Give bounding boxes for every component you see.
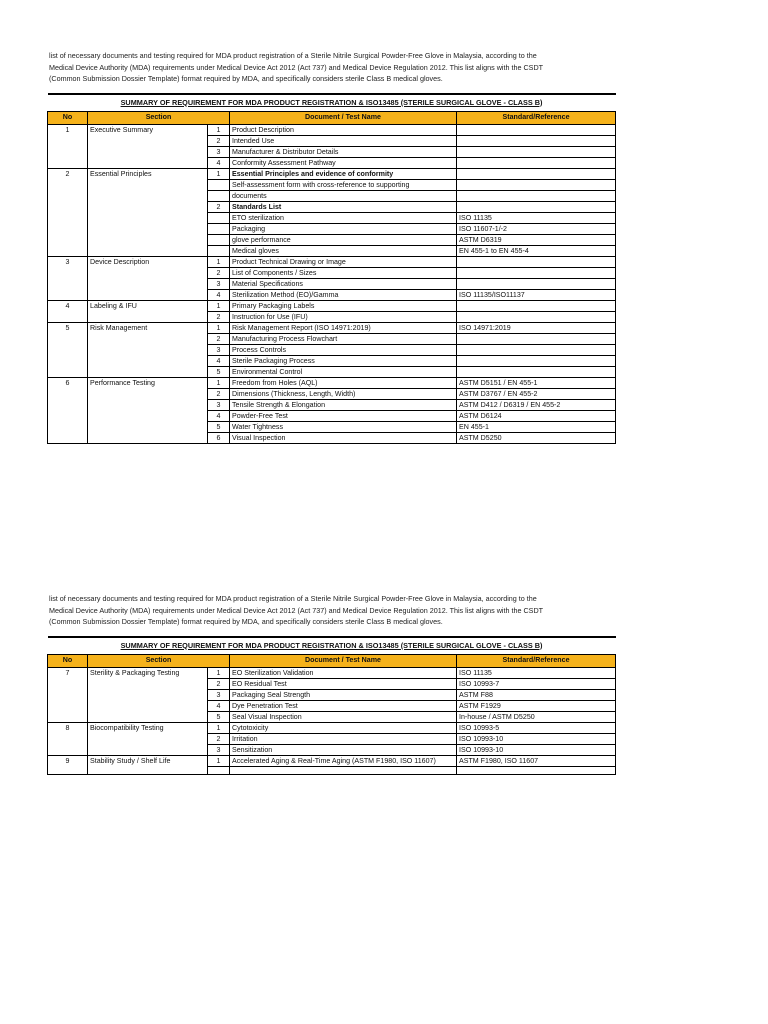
item-number: 3 xyxy=(208,278,230,289)
document-name: Product Technical Drawing or Image xyxy=(230,256,457,267)
section-number: 3 xyxy=(48,256,88,300)
document-name: Dye Penetration Test xyxy=(230,700,457,711)
document-name: Sensitization xyxy=(230,744,457,755)
item-number: 4 xyxy=(208,700,230,711)
document-name: Seal Visual Inspection xyxy=(230,711,457,722)
document-name: Freedom from Holes (AQL) xyxy=(230,377,457,388)
header-standard: Standard/Reference xyxy=(457,654,616,667)
document-name: Environmental Control xyxy=(230,366,457,377)
intro-line: Medical Device Authority (MDA) requirements under Medical Device Act 2012 (Act 737) and Medical Device Regulation 2012. This list aligns with the CSDT xyxy=(49,605,544,615)
item-number xyxy=(208,179,230,190)
document-name: Conformity Assessment Pathway xyxy=(230,157,457,168)
section-number: 8 xyxy=(48,722,88,755)
item-number: 1 xyxy=(208,755,230,766)
item-number: 2 xyxy=(208,311,230,322)
intro-paragraph xyxy=(47,50,615,85)
item-number: 1 xyxy=(208,300,230,311)
standard-reference xyxy=(457,124,616,135)
document-name: ETO sterilization xyxy=(230,212,457,223)
intro-line: (Common Submission Dossier Template) format required by MDA, and specifically considers sterile Class B medical gloves. xyxy=(49,617,443,626)
empty-cell xyxy=(457,766,616,774)
standard-reference: ASTM D6319 xyxy=(457,234,616,245)
item-number: 3 xyxy=(208,344,230,355)
table-row xyxy=(48,322,616,333)
requirements-block-2 xyxy=(47,593,615,775)
item-number xyxy=(208,212,230,223)
table-title: SUMMARY OF REQUIREMENT FOR MDA PRODUCT REGISTRATION & ISO13485 (STERILE SURGICAL GLOVE - CLASS B) xyxy=(48,94,616,112)
document-name: EO Residual Test xyxy=(230,678,457,689)
document-name: Visual Inspection xyxy=(230,432,457,443)
item-number: 2 xyxy=(208,733,230,744)
table-row xyxy=(48,300,616,311)
section-number: 6 xyxy=(48,377,88,443)
standard-reference xyxy=(457,366,616,377)
standard-reference xyxy=(457,267,616,278)
standard-reference xyxy=(457,300,616,311)
item-number: 5 xyxy=(208,366,230,377)
item-number: 2 xyxy=(208,678,230,689)
header-document: Document / Test Name xyxy=(230,111,457,124)
section-number: 9 xyxy=(48,755,88,774)
item-number: 2 xyxy=(208,201,230,212)
document-name: Irritation xyxy=(230,733,457,744)
section-number: 7 xyxy=(48,667,88,722)
item-number: 6 xyxy=(208,432,230,443)
standard-reference: EN 455-1 to EN 455-4 xyxy=(457,245,616,256)
item-number: 1 xyxy=(208,322,230,333)
document-name: Intended Use xyxy=(230,135,457,146)
empty-cell xyxy=(230,766,457,774)
item-number: 4 xyxy=(208,157,230,168)
table-row xyxy=(48,124,616,135)
intro-paragraph xyxy=(47,593,615,628)
standard-reference: ISO 11135/ISO11137 xyxy=(457,289,616,300)
standard-reference: ISO 11135 xyxy=(457,212,616,223)
item-number xyxy=(208,190,230,201)
item-number: 1 xyxy=(208,722,230,733)
item-number: 2 xyxy=(208,267,230,278)
standard-reference: ASTM D5250 xyxy=(457,432,616,443)
table-row xyxy=(48,667,616,678)
document-name: Accelerated Aging & Real-Time Aging (ASTM F1980, ISO 11607) xyxy=(230,755,457,766)
item-number xyxy=(208,245,230,256)
standard-reference xyxy=(457,278,616,289)
section-number: 4 xyxy=(48,300,88,322)
intro-line: (Common Submission Dossier Template) format required by MDA, and specifically considers sterile Class B medical gloves. xyxy=(49,74,443,83)
item-number: 3 xyxy=(208,146,230,157)
document-name: Primary Packaging Labels xyxy=(230,300,457,311)
document-name: documents xyxy=(230,190,457,201)
document-name: Tensile Strength & Elongation xyxy=(230,399,457,410)
item-number: 5 xyxy=(208,421,230,432)
standard-reference xyxy=(457,157,616,168)
document-name: EO Sterilization Validation xyxy=(230,667,457,678)
standard-reference: ISO 10993-5 xyxy=(457,722,616,733)
standard-reference xyxy=(457,146,616,157)
section-name: Biocompatibility Testing xyxy=(88,722,208,755)
standard-reference xyxy=(457,168,616,179)
standard-reference: ASTM D3767 / EN 455-2 xyxy=(457,388,616,399)
standard-reference: ASTM F1980, ISO 11607 xyxy=(457,755,616,766)
standard-reference: ASTM F1929 xyxy=(457,700,616,711)
document-name: Manufacturer & Distributor Details xyxy=(230,146,457,157)
document-name: Product Description xyxy=(230,124,457,135)
table-row xyxy=(48,722,616,733)
standard-reference xyxy=(457,190,616,201)
item-number: 4 xyxy=(208,355,230,366)
item-number xyxy=(208,234,230,245)
item-number: 3 xyxy=(208,744,230,755)
standard-reference xyxy=(457,256,616,267)
document-name: Risk Management Report (ISO 14971:2019) xyxy=(230,322,457,333)
table-row xyxy=(48,168,616,179)
standard-reference: ISO 11135 xyxy=(457,667,616,678)
standard-reference: ISO 10993-10 xyxy=(457,733,616,744)
table-body xyxy=(48,667,616,774)
standard-reference xyxy=(457,135,616,146)
table-row xyxy=(48,755,616,766)
standard-reference xyxy=(457,333,616,344)
section-name: Risk Management xyxy=(88,322,208,377)
document-name: Packaging xyxy=(230,223,457,234)
standard-reference: ASTM D5151 / EN 455-1 xyxy=(457,377,616,388)
requirements-table xyxy=(47,93,616,444)
item-number: 1 xyxy=(208,256,230,267)
item-number: 1 xyxy=(208,168,230,179)
document-name: Powder-Free Test xyxy=(230,410,457,421)
standard-reference: ASTM D412 / D6319 / EN 455-2 xyxy=(457,399,616,410)
document-name: Essential Principles and evidence of conformity xyxy=(230,168,457,179)
section-number: 1 xyxy=(48,124,88,168)
document-name: Material Specifications xyxy=(230,278,457,289)
item-number: 4 xyxy=(208,289,230,300)
item-number: 1 xyxy=(208,377,230,388)
table-row xyxy=(48,377,616,388)
standard-reference xyxy=(457,201,616,212)
standard-reference: ISO 10993-10 xyxy=(457,744,616,755)
header-no: No xyxy=(48,654,88,667)
table-title: SUMMARY OF REQUIREMENT FOR MDA PRODUCT REGISTRATION & ISO13485 (STERILE SURGICAL GLOVE - CLASS B) xyxy=(48,637,616,655)
document-name: Process Controls xyxy=(230,344,457,355)
item-number xyxy=(208,223,230,234)
standard-reference: ISO 14971:2019 xyxy=(457,322,616,333)
document-name: Dimensions (Thickness, Length, Width) xyxy=(230,388,457,399)
section-name: Device Description xyxy=(88,256,208,300)
standard-reference xyxy=(457,355,616,366)
item-number: 1 xyxy=(208,124,230,135)
section-number: 2 xyxy=(48,168,88,256)
document-name: List of Components / Sizes xyxy=(230,267,457,278)
section-name: Sterility & Packaging Testing xyxy=(88,667,208,722)
standard-reference: ISO 11607-1/-2 xyxy=(457,223,616,234)
item-number: 3 xyxy=(208,689,230,700)
standard-reference: ISO 10993-7 xyxy=(457,678,616,689)
section-name: Stability Study / Shelf Life xyxy=(88,755,208,774)
standard-reference: In-house / ASTM D5250 xyxy=(457,711,616,722)
item-number: 2 xyxy=(208,333,230,344)
standard-reference: ASTM F88 xyxy=(457,689,616,700)
section-name: Labeling & IFU xyxy=(88,300,208,322)
document-name: Medical gloves xyxy=(230,245,457,256)
item-number: 2 xyxy=(208,388,230,399)
item-number: 5 xyxy=(208,711,230,722)
standard-reference xyxy=(457,311,616,322)
section-name: Essential Principles xyxy=(88,168,208,256)
document-name: Self-assessment form with cross-reference to supporting xyxy=(230,179,457,190)
standard-reference: ASTM D6124 xyxy=(457,410,616,421)
document-name: glove performance xyxy=(230,234,457,245)
header-standard: Standard/Reference xyxy=(457,111,616,124)
table-row xyxy=(48,256,616,267)
standard-reference xyxy=(457,179,616,190)
intro-line: list of necessary documents and testing required for MDA product registration of a Sterile Nitrile Surgical Powder-Free Glove in Malaysia, according to the xyxy=(49,51,537,60)
requirements-table xyxy=(47,636,616,775)
document-name: Sterile Packaging Process xyxy=(230,355,457,366)
section-name: Executive Summary xyxy=(88,124,208,168)
item-number: 2 xyxy=(208,135,230,146)
document-name: Instruction for Use (IFU) xyxy=(230,311,457,322)
empty-cell xyxy=(208,766,230,774)
header-document: Document / Test Name xyxy=(230,654,457,667)
requirements-block-1 xyxy=(47,50,615,444)
document-name: Manufacturing Process Flowchart xyxy=(230,333,457,344)
header-section: Section xyxy=(88,111,230,124)
item-number: 4 xyxy=(208,410,230,421)
intro-line: Medical Device Authority (MDA) requirements under Medical Device Act 2012 (Act 737) and Medical Device Regulation 2012. This list aligns with the CSDT xyxy=(49,62,544,72)
section-name: Performance Testing xyxy=(88,377,208,443)
document-name: Water Tightness xyxy=(230,421,457,432)
table-body xyxy=(48,124,616,443)
header-no: No xyxy=(48,111,88,124)
standard-reference xyxy=(457,344,616,355)
item-number: 1 xyxy=(208,667,230,678)
intro-line: list of necessary documents and testing required for MDA product registration of a Sterile Nitrile Surgical Powder-Free Glove in Malaysia, according to the xyxy=(49,594,537,603)
document-name: Packaging Seal Strength xyxy=(230,689,457,700)
header-section: Section xyxy=(88,654,230,667)
item-number: 3 xyxy=(208,399,230,410)
document-name: Sterilization Method (EO)/Gamma xyxy=(230,289,457,300)
document-name: Cytotoxicity xyxy=(230,722,457,733)
section-number: 5 xyxy=(48,322,88,377)
standard-reference: EN 455-1 xyxy=(457,421,616,432)
document-name: Standards List xyxy=(230,201,457,212)
